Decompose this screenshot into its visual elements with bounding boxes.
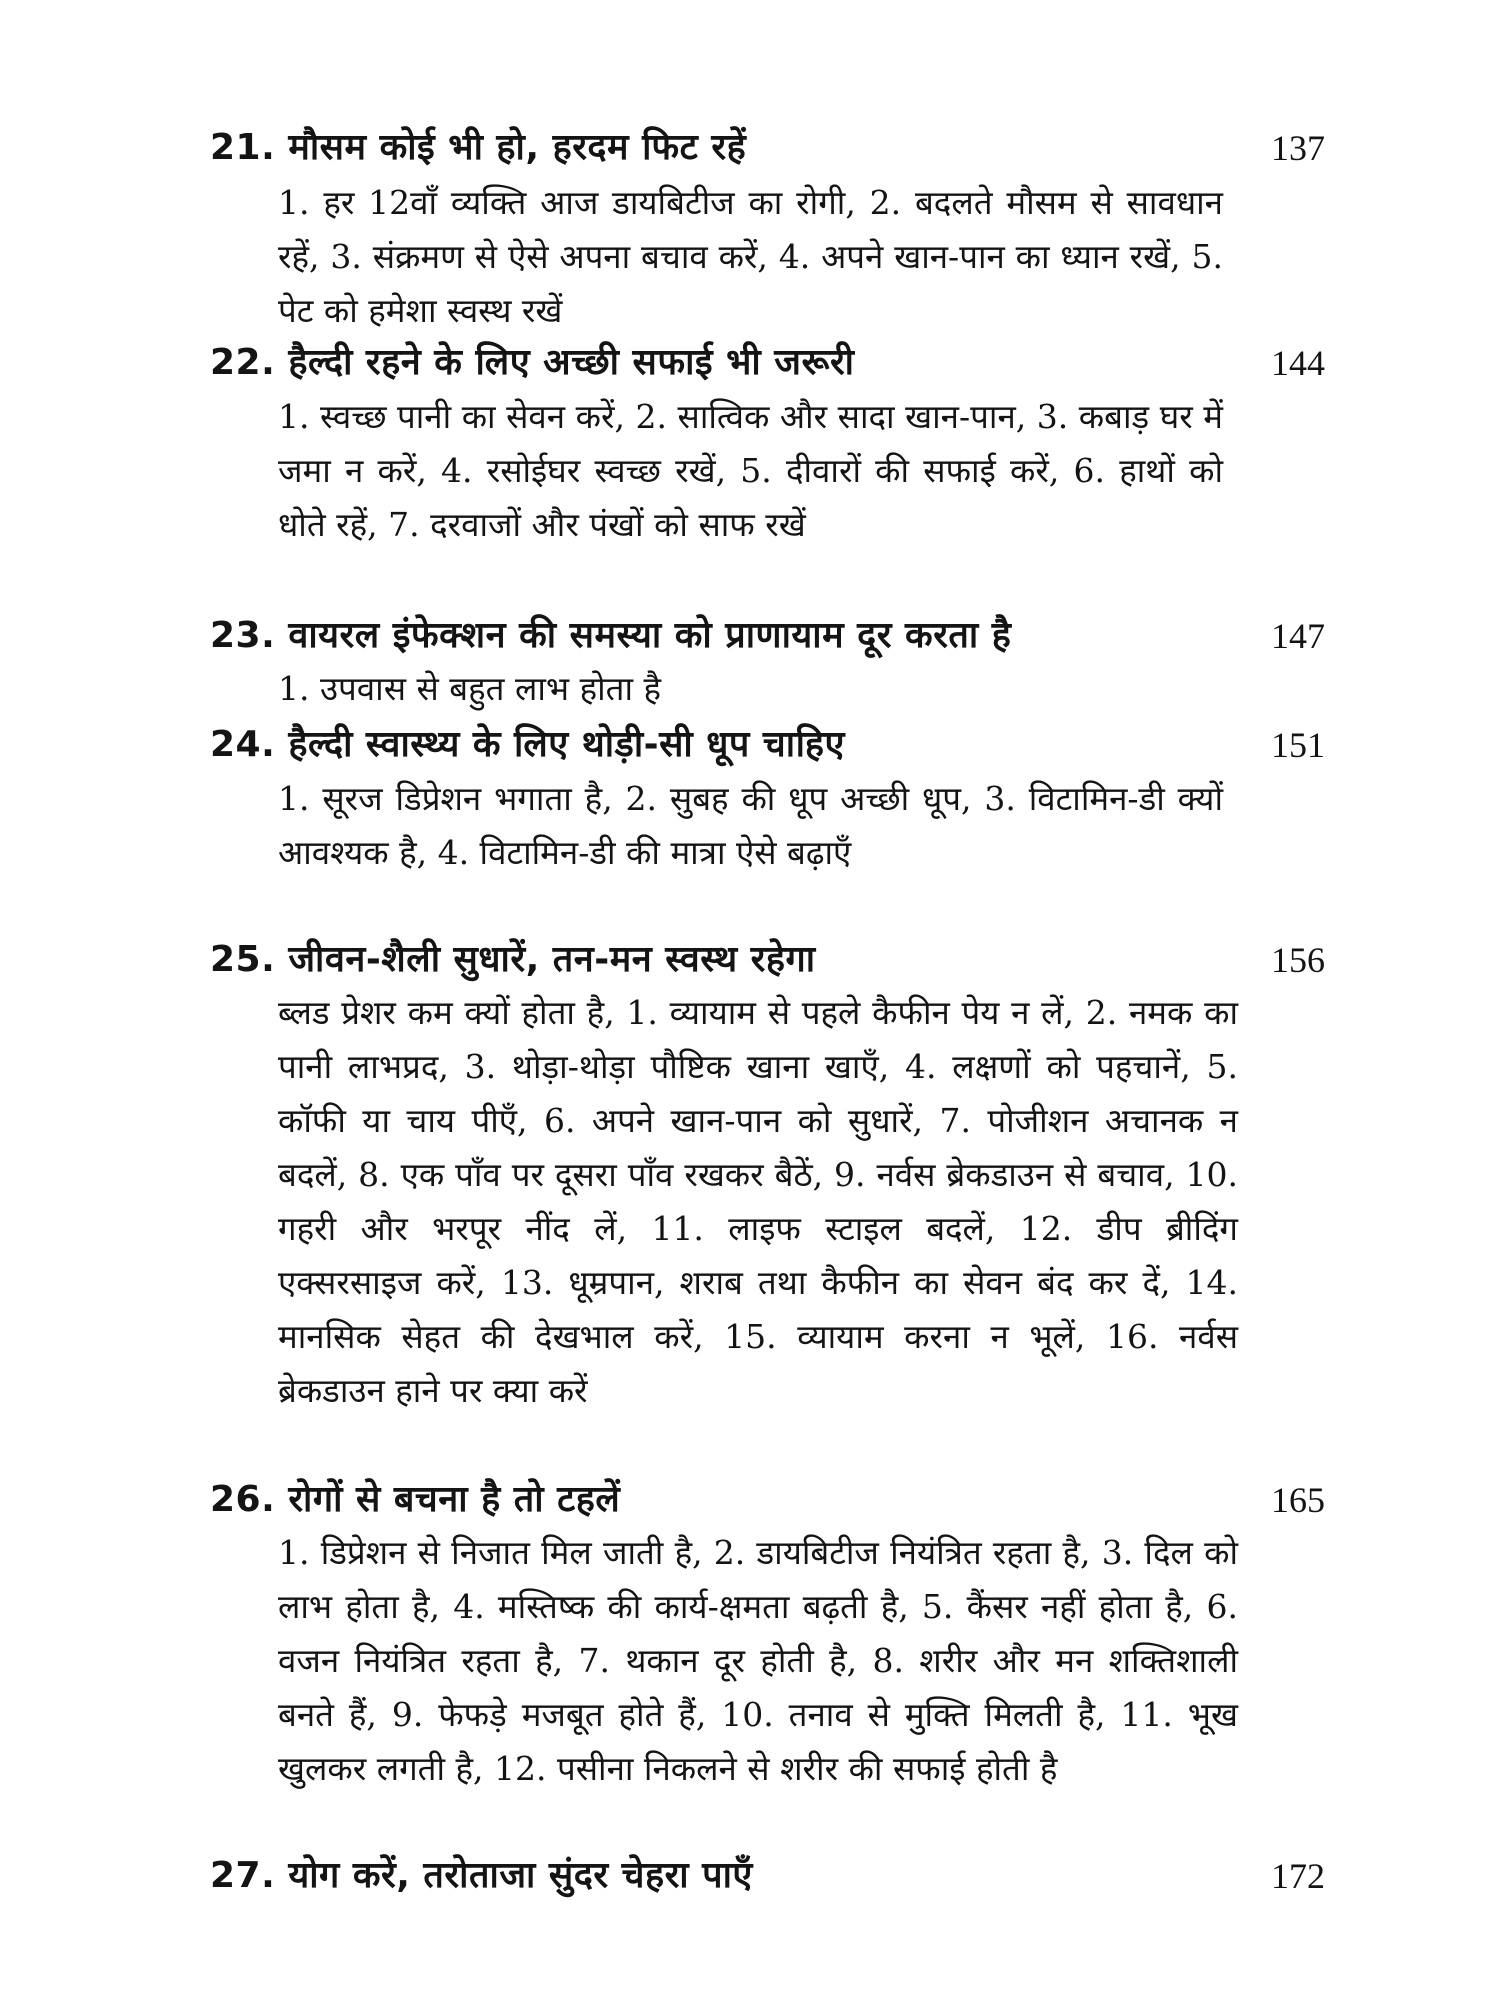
toc-entry-title-text: जीवन-शैली सुधारें, तन-मन स्वस्थ रहेगा bbox=[288, 939, 816, 980]
toc-entry-24-heading bbox=[210, 715, 1325, 775]
toc-entry-25-details: ब्लड प्रेशर कम क्यों होता है, 1. व्यायाम से पहले कैफीन पेय न लें, 2. नमक का पानी लाभप्रद, 3. थोड़ा-थोड़ा पौष्टिक खाना खाएँ, 4. लक्षणों को पहचानें, 5. कॉफी या चाय पीएँ, 6. अपने खान-पान को सुधारें, 7. पोजीशन अचानक न बदलें, 8. एक पाँव पर दूसरा पाँव रखकर बैठें, 9. नर्वस ब्रेकडाउन से बचाव, 10. गहरी और भरपूर नींद लें, 11. लाइफ स्टाइल बदलें, 12. डीप ब्रीदिंग एक्सरसाइज करें, 13. धूम्रपान, शराब तथा कैफीन का सेवन बंद कर दें, 14. मानसिक सेहत की देखभाल करें, 15. व्यायाम करना न भूलें, 16. नर्वस ब्रेकडाउन हाने पर क्या करें bbox=[278, 993, 1238, 1410]
toc-entry-page-number: 147 bbox=[1271, 616, 1325, 656]
toc-entry-number: 24. bbox=[210, 724, 276, 765]
toc-entry-number: 25. bbox=[210, 939, 276, 980]
toc-entry-title-text: रोगों से बचना है तो टहलें bbox=[288, 1479, 621, 1520]
toc-entry-title bbox=[210, 118, 746, 178]
toc-entry-title-text: मौसम कोई भी हो, हरदम फिट रहें bbox=[288, 127, 747, 168]
toc-entry-22-heading bbox=[210, 333, 1325, 393]
toc-entry-page-number: 137 bbox=[1271, 128, 1325, 168]
toc-entry-page-number: 144 bbox=[1271, 343, 1325, 383]
toc-entry-number: 26. bbox=[210, 1479, 276, 1520]
toc-entry-number: 22. bbox=[210, 342, 276, 383]
toc-entry-number: 27. bbox=[210, 1855, 276, 1896]
toc-entry-page-number: 156 bbox=[1271, 940, 1325, 980]
toc-entry-title bbox=[210, 1846, 753, 1906]
toc-entry-23-heading bbox=[210, 606, 1325, 666]
toc-entry-23-details: 1. उपवास से बहुत लाभ होता है bbox=[278, 669, 662, 708]
toc-entry-24-details: 1. सूरज डिप्रेशन भगाता है, 2. सुबह की धूप अच्छी धूप, 3. विटामिन-डी क्यों आवश्यक है, 4. विटामिन-डी की मात्रा ऐसे बढ़ाएँ bbox=[278, 779, 1223, 872]
toc-entry-27-heading bbox=[210, 1846, 1325, 1906]
toc-entry-page-number: 172 bbox=[1271, 1856, 1325, 1896]
toc-entry-page-number: 151 bbox=[1271, 725, 1325, 765]
toc-entry-number: 21. bbox=[210, 127, 276, 168]
toc-entry-26-heading bbox=[210, 1470, 1325, 1530]
toc-entry-25-heading bbox=[210, 930, 1325, 990]
toc-entry-26-details: 1. डिप्रेशन से निजात मिल जाती है, 2. डायबिटीज नियंत्रित रहता है, 3. दिल को लाभ होता है, 4. मस्तिष्क की कार्य-क्षमता बढ़ती है, 5. कैंसर नहीं होता है, 6. वजन नियंत्रित रहता है, 7. थकान दूर होती है, 8. शरीर और मन शक्तिशाली बनते हैं, 9. फेफड़े मजबूत होते हैं, 10. तनाव से मुक्ति मिलती है, 11. भूख खुलकर लगती है, 12. पसीना निकलने से शरीर की सफाई होती है bbox=[278, 1533, 1238, 1788]
toc-entry-title-text: योग करें, तरोताजा सुंदर चेहरा पाएँ bbox=[288, 1855, 753, 1896]
toc-entry-number: 23. bbox=[210, 615, 276, 656]
toc-entry-title bbox=[210, 715, 845, 775]
toc-entry-title-text: हैल्दी स्वास्थ्य के लिए थोड़ी-सी धूप चाहिए bbox=[288, 724, 845, 765]
toc-entry-22-details: 1. स्वच्छ पानी का सेवन करें, 2. सात्विक और सादा खान-पान, 3. कबाड़ घर में जमा न करें, 4. रसोईघर स्वच्छ रखें, 5. दीवारों की सफाई करें, 6. हाथों को धोते रहें, 7. दरवाजों और पंखों को साफ रखें bbox=[278, 397, 1223, 544]
toc-entry-title-text: वायरल इंफेक्शन की समस्या को प्राणायाम दूर करता है bbox=[288, 615, 1012, 656]
toc-entry-title bbox=[210, 606, 1011, 666]
toc-entry-title bbox=[210, 930, 816, 990]
toc-entry-page-number: 165 bbox=[1271, 1480, 1325, 1520]
toc-entry-21-details: 1. हर 12वाँ व्यक्ति आज डायबिटीज का रोगी, 2. बदलते मौसम से सावधान रहें, 3. संक्रमण से ऐसे अपना बचाव करें, 4. अपने खान-पान का ध्यान रखें, 5. पेट को हमेशा स्वस्थ रखें bbox=[278, 183, 1223, 330]
toc-entry-title bbox=[210, 1470, 620, 1530]
toc-entry-title bbox=[210, 333, 855, 393]
toc-entry-21-heading bbox=[210, 118, 1325, 178]
toc-entry-title-text: हैल्दी रहने के लिए अच्छी सफाई भी जरूरी bbox=[288, 342, 855, 383]
